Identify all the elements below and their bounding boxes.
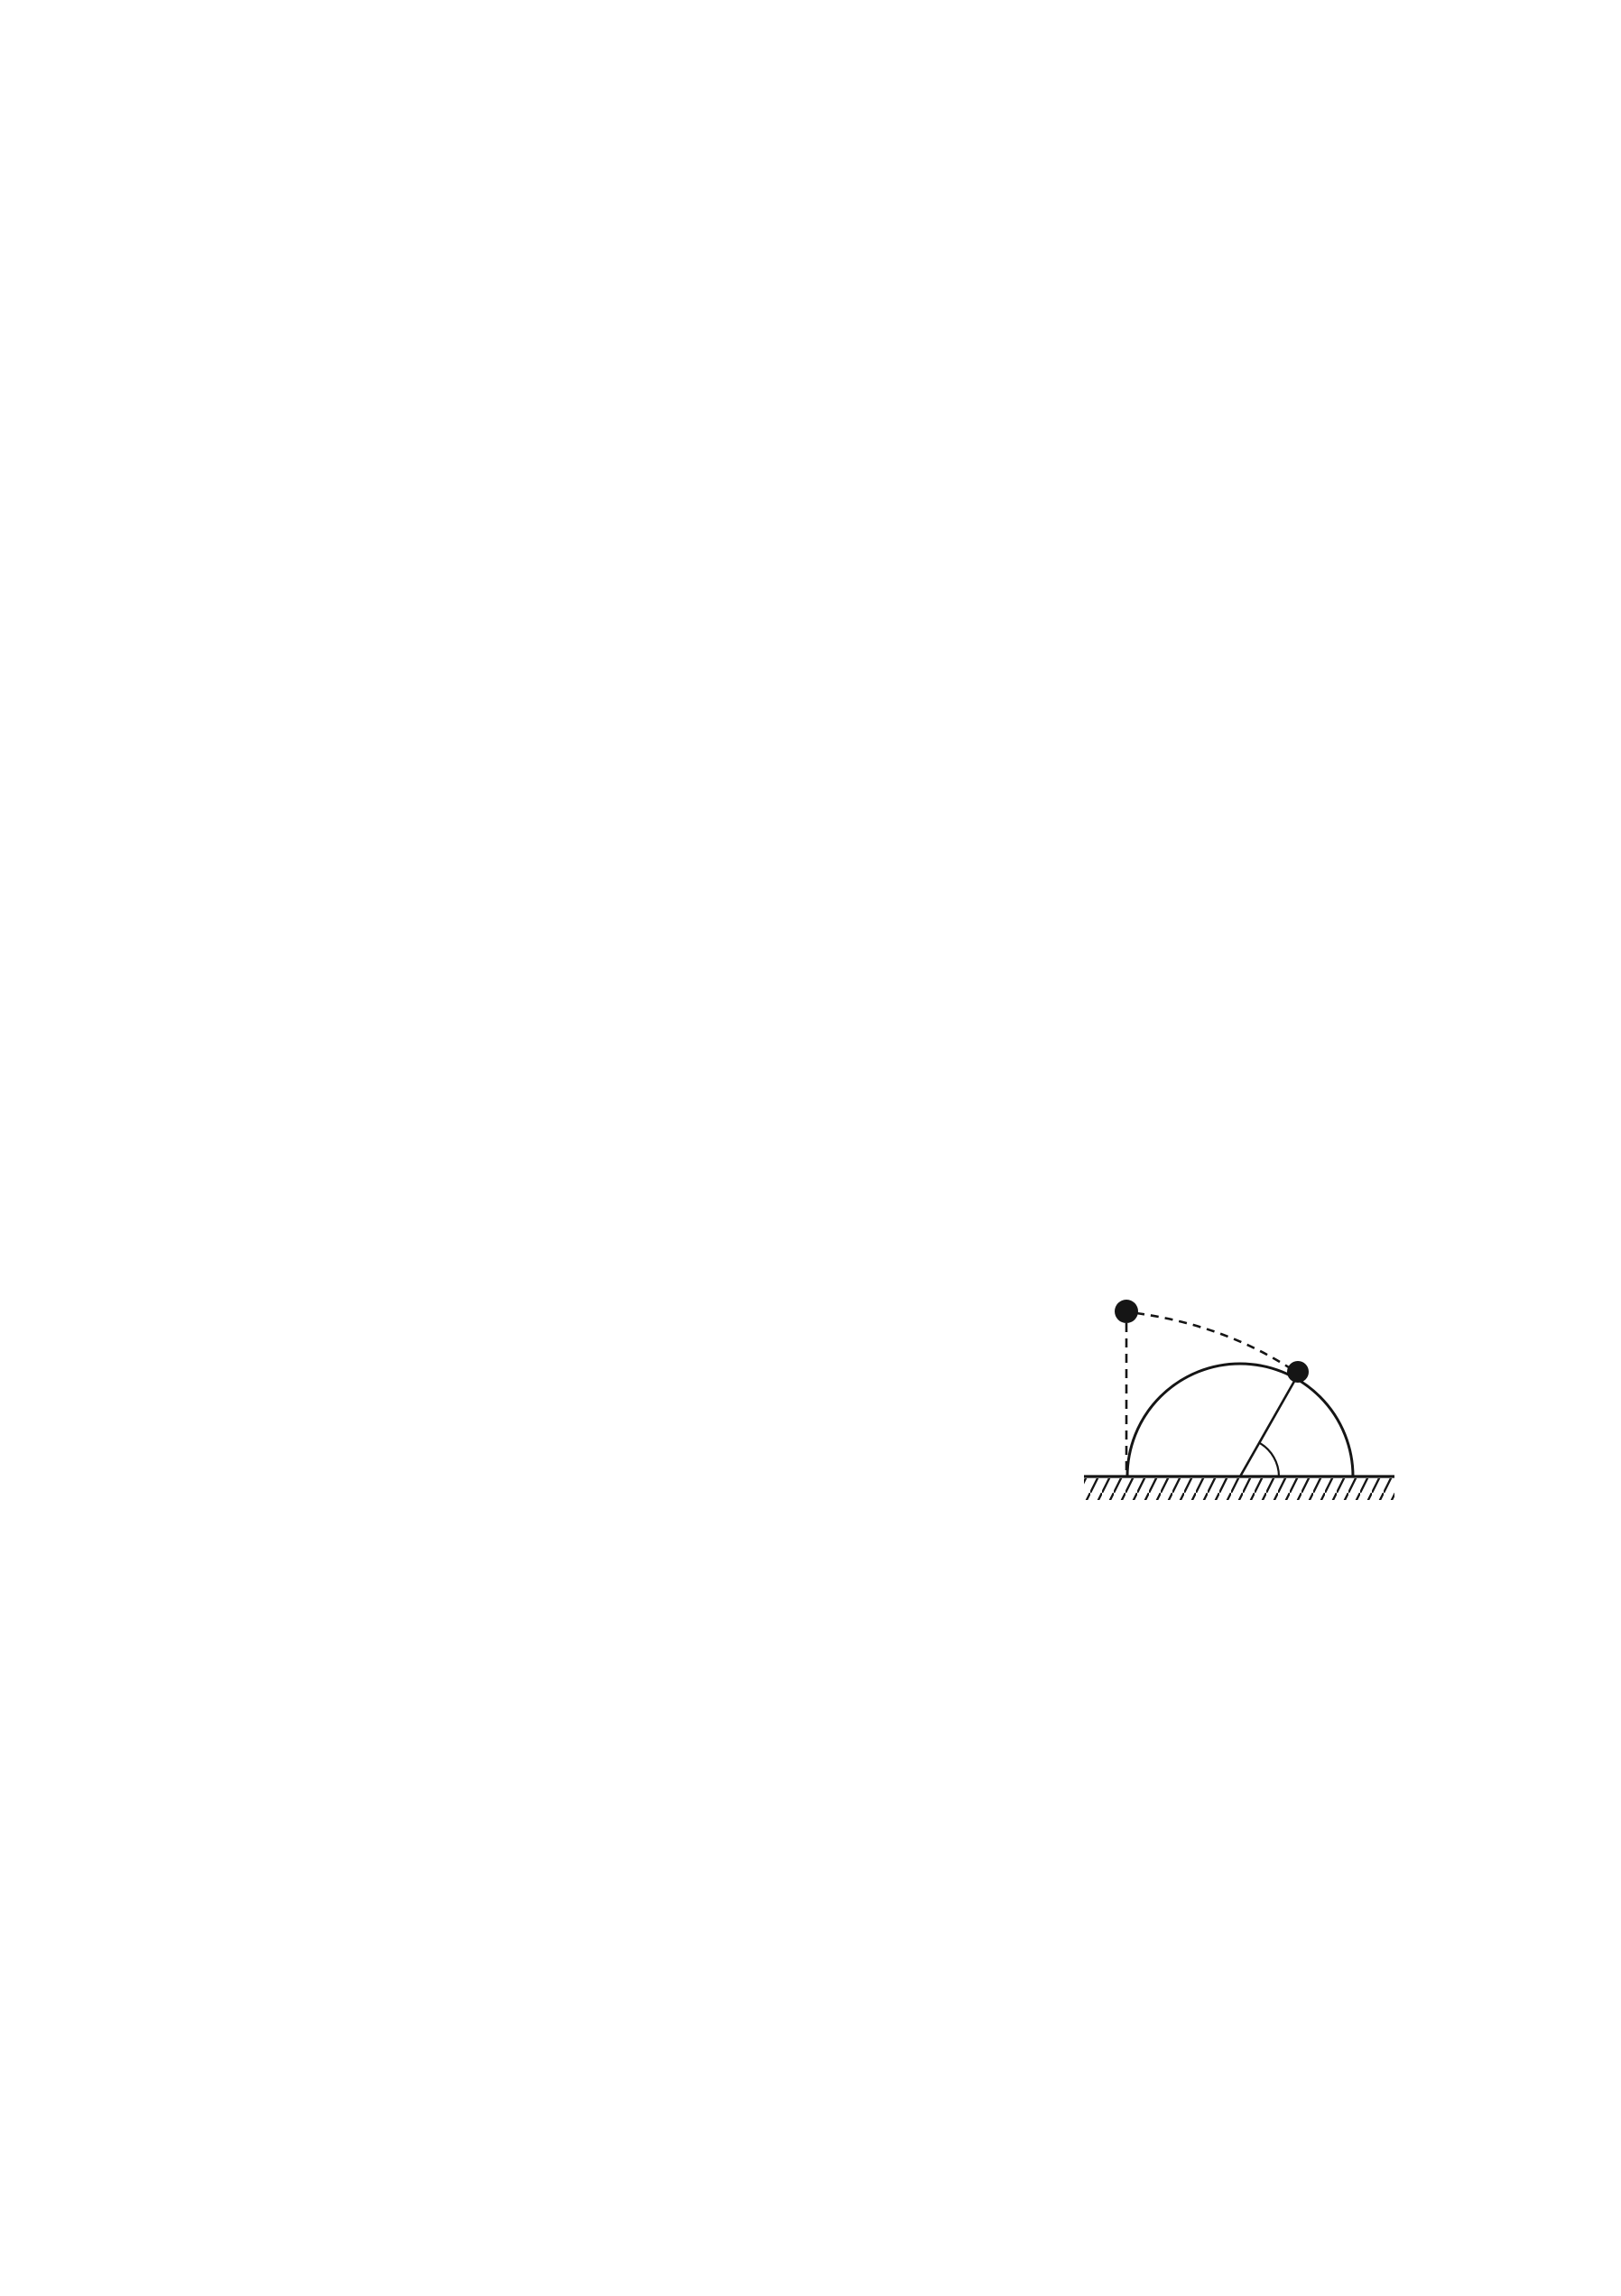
trajectory-dashed-curve (1136, 1313, 1292, 1369)
semicircle-track (1127, 1364, 1353, 1477)
problem-2-figure (1079, 1282, 1403, 1539)
point-b-dot (1287, 1361, 1309, 1383)
radius-line (1240, 1378, 1296, 1477)
ball-dot (1115, 1300, 1138, 1323)
semicircle-figure (1079, 1282, 1403, 1539)
ground-hatching (1084, 1478, 1394, 1500)
angle-arc (1260, 1443, 1280, 1477)
